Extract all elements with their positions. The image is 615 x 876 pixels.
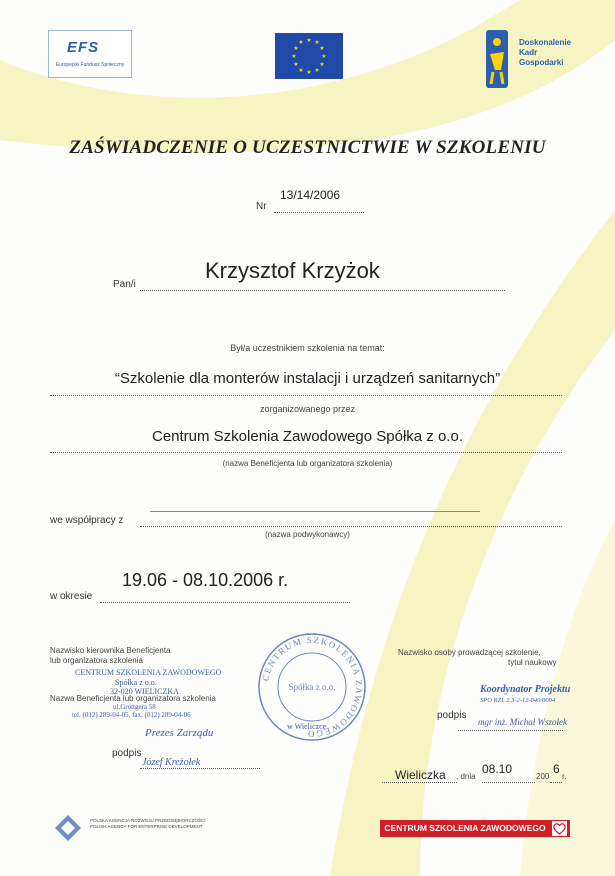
left-label-line3: Nazwa Beneficjenta lub organizatora szkolenia [50,694,216,703]
svg-text:★: ★ [291,53,297,60]
nr-label: Nr [256,201,267,212]
round-stamp-ring-text: CENTRUM SZKOLENIA ZAWODOWEGO [260,634,365,740]
svg-text:★: ★ [298,39,304,46]
right-signature: mgr inż. Michał Wszołek [478,717,567,727]
date-dotted-line [482,782,535,783]
svg-text:★: ★ [314,67,320,74]
period-label: w okresie [50,591,93,602]
dkg-line-1: Doskonalenie [519,38,572,47]
dkg-line-2: Kadr [519,48,538,57]
subcontractor-caption: (nazwa podwykonawcy) [265,530,350,539]
svg-text:★: ★ [306,69,312,76]
svg-text:★: ★ [298,67,304,74]
right-label-line1: Nazwisko osoby prowadzącej szkolenie, [398,648,541,657]
svg-text:★: ★ [319,61,325,68]
organizer-name: Centrum Szkolenia Zawodowego Spółka z o.o. [151,428,463,445]
left-stamp-line4: ul.Grottgera 58 [113,703,156,711]
nr-dotted-line [274,212,364,213]
parp-text-line2: POLISH AGENCY FOR ENTERPRISE DEVELOPMENT [90,824,203,829]
pan-label: Pan/i [113,279,136,290]
cooperation-dotted-line [140,526,562,527]
svg-text:★: ★ [314,39,320,46]
eu-flag-icon [275,33,343,79]
dkg-logo-text [519,38,571,68]
round-stamp-city: w Wieliczce [287,722,327,731]
dkg-logo-icon [483,30,513,90]
efs-logo-caption: Europejski Fundusz Społeczny [55,62,125,68]
place-dotted-line [382,782,457,783]
right-stamp-code: SPO RZL 2.3-2-12-040/0094 [480,697,556,704]
heart-icon [552,821,567,836]
place-name: Wieliczka [395,768,446,782]
organizer-caption: (nazwa Beneficjenta lub organizatora szkolenia) [222,459,393,468]
training-topic: “Szkolenie dla monterów instalacji i urządzeń sanitarnych” [114,370,501,387]
svg-text:★: ★ [306,37,312,44]
footer-banner [380,820,570,837]
round-stamp-center-text: Spółka z o.o. [288,682,336,692]
period-dotted-line [100,602,350,603]
left-stamp-role: Prezes Zarządu [145,727,214,739]
right-sign-dotted-line [458,730,563,731]
parp-text-line1: POLSKA AGENCJA ROZWOJU PRZEDSIĘBIORCZOŚCI [90,818,206,823]
left-label-line1: Nazwisko kierownika Beneficjenta [50,646,171,655]
svg-text:★: ★ [319,45,325,52]
svg-text:★: ★ [293,61,299,68]
right-stamp-title: Koordynator Projektu [480,684,571,695]
svg-text:★: ★ [321,53,327,60]
dkg-line-3: Gospodarki [519,58,564,67]
topic-dotted-line [50,395,562,396]
participant-name: Krzysztof Krzyżok [205,258,380,283]
cooperation-label: we współpracy z [50,515,124,526]
certificate-number: 13/14/2006 [280,188,341,202]
cooperation-solid-line [150,511,480,512]
period-value: 19.06 - 08.10.2006 r. [122,570,289,590]
left-label-line2: lub organizatora szkolenia [50,656,143,665]
year-suffix: 6 [553,762,560,776]
parp-logo-icon [53,813,83,843]
left-sign-dotted-line [140,768,260,769]
year-prefix: 200 [536,772,550,781]
year-end: r. [562,772,567,781]
date-label: , dnia [456,772,476,781]
organized-label: zorganizowanego przez [259,404,356,414]
year-dotted-line [550,782,562,783]
left-sign-label: podpis [112,748,142,759]
svg-text:★: ★ [293,45,299,52]
date-value: 08.10 [482,762,513,776]
parp-text [90,818,206,830]
left-stamp-line3: 32-020 WIELICZKA [110,687,179,696]
name-dotted-line [140,290,505,291]
organizer-dotted-line [50,452,562,453]
efs-logo-text: EFS [67,39,100,56]
efs-logo [48,30,132,78]
attended-label: Był/a uczestnikiem szkolenia na temat: [230,343,385,353]
right-label-line2: tytuł naukowy [508,658,557,667]
left-stamp-phone: tel. (012) 289-04-05, fax. (012) 289-04-06 [72,711,191,719]
left-stamp-line2: Spółka z o.o. [115,678,157,687]
right-sign-label: podpis [437,710,467,721]
certificate-title: ZAŚWIADCZENIE O UCZESTNICTWIE W SZKOLENIU [69,137,546,158]
left-signature: Józef Kreżołek [142,757,201,768]
footer-banner-text: CENTRUM SZKOLENIA ZAWODOWEGO [384,823,546,833]
left-stamp-line1: CENTRUM SZKOLENIA ZAWODOWEGO [75,668,222,677]
